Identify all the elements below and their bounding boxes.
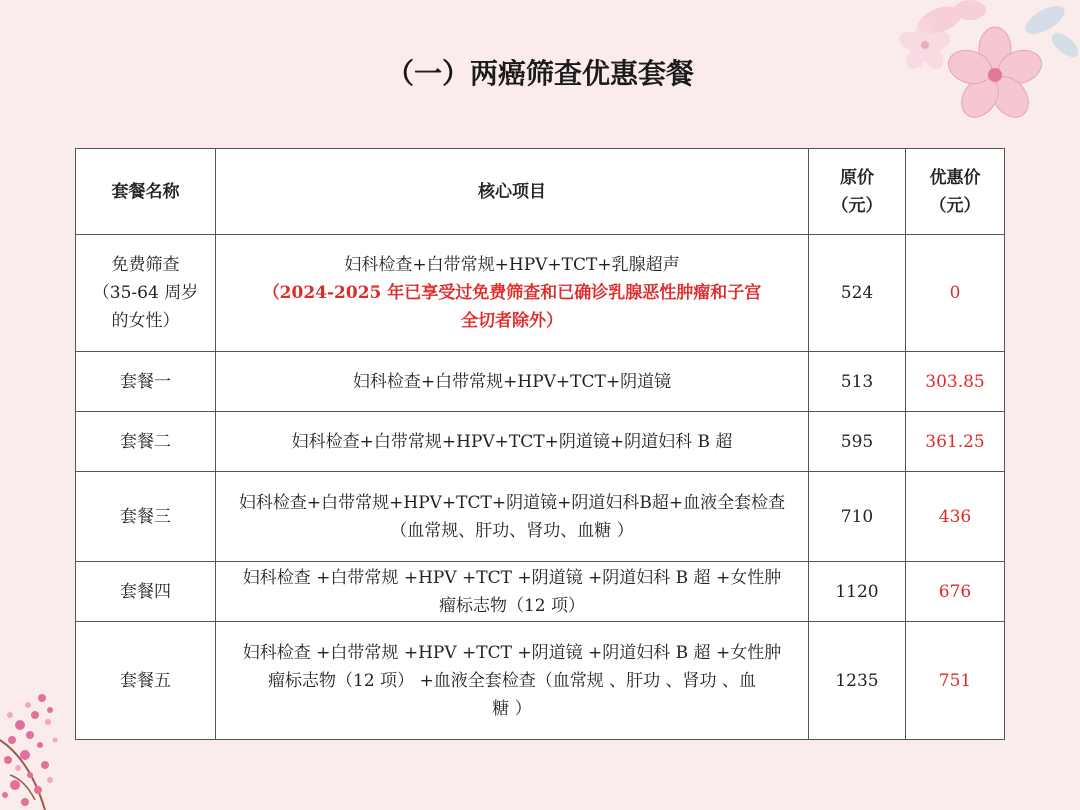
core-items-l1: 妇科检查 +白带常规 +HPV +TCT +阴道镜 +阴道妇科 B 超 +女性肿: [242, 567, 782, 588]
header-core-items: 核心项目: [216, 149, 809, 235]
original-price: 710: [809, 472, 906, 562]
core-items: [216, 235, 809, 352]
package-name: [76, 235, 216, 352]
header-discount-price: [906, 149, 1005, 235]
original-price: 1235: [809, 622, 906, 740]
header-package-name: 套餐名称: [76, 149, 216, 235]
discount-price: 0: [906, 235, 1005, 352]
core-items-l2: 瘤标志物（12 项）: [438, 595, 586, 616]
discount-price: 361.25: [906, 412, 1005, 472]
core-items: 妇科检查+白带常规+HPV+TCT+阴道镜: [216, 352, 809, 412]
discount-price: 676: [906, 562, 1005, 622]
core-items-l1: 妇科检查+白带常规+HPV+TCT+乳腺超声: [344, 255, 680, 275]
core-items: [216, 622, 809, 740]
table-header-row: [76, 149, 1005, 235]
original-price: 524: [809, 235, 906, 352]
table-row: [76, 352, 1005, 412]
header-discount-price-l2: （元）: [929, 195, 981, 216]
original-price: 595: [809, 412, 906, 472]
exclusion-note-l2: 全切者除外）: [461, 311, 563, 331]
discount-price: 436: [906, 472, 1005, 562]
core-items-l2: 瘤标志物（12 项） +血液全套检查（血常规 、肝功 、肾功 、血: [268, 670, 756, 691]
core-items: 妇科检查+白带常规+HPV+TCT+阴道镜+阴道妇科 B 超: [216, 412, 809, 472]
original-price: 513: [809, 352, 906, 412]
core-items: [216, 472, 809, 562]
discount-price: 751: [906, 622, 1005, 740]
header-original-price-l1: 原价: [840, 167, 874, 188]
table-row: [76, 235, 1005, 352]
core-items: [216, 562, 809, 622]
header-original-price-l2: （元）: [831, 195, 883, 216]
package-name-l3: 的女性）: [111, 311, 180, 331]
exclusion-note-l1: （2024-2025 年已享受过免费筛查和已确诊乳腺恶性肿瘤和子宫: [262, 283, 762, 303]
table-row: [76, 562, 1005, 622]
package-name: 套餐五: [76, 622, 216, 740]
original-price: 1120: [809, 562, 906, 622]
core-items-l2: （血常规、肝功、肾功、血糖 ）: [390, 520, 634, 541]
package-name: 套餐一: [76, 352, 216, 412]
header-original-price: [809, 149, 906, 235]
package-name-l2: （35-64 周岁: [92, 283, 199, 303]
core-items-l3: 糖 ）: [492, 698, 532, 719]
package-name: 套餐二: [76, 412, 216, 472]
page-title: （一）两癌筛查优惠套餐: [385, 57, 694, 90]
table-row: [76, 472, 1005, 562]
table-row: [76, 412, 1005, 472]
table-row: [76, 622, 1005, 740]
package-name: 套餐三: [76, 472, 216, 562]
header-discount-price-l1: 优惠价: [929, 167, 981, 188]
package-name: 套餐四: [76, 562, 216, 622]
package-name-l1: 免费筛查: [111, 255, 180, 275]
core-items-l1: 妇科检查 +白带常规 +HPV +TCT +阴道镜 +阴道妇科 B 超 +女性肿: [242, 642, 782, 663]
discount-price: 303.85: [906, 352, 1005, 412]
package-table: [75, 148, 1005, 740]
core-items-l1: 妇科检查+白带常规+HPV+TCT+阴道镜+阴道妇科B超+血液全套检查: [238, 492, 786, 513]
